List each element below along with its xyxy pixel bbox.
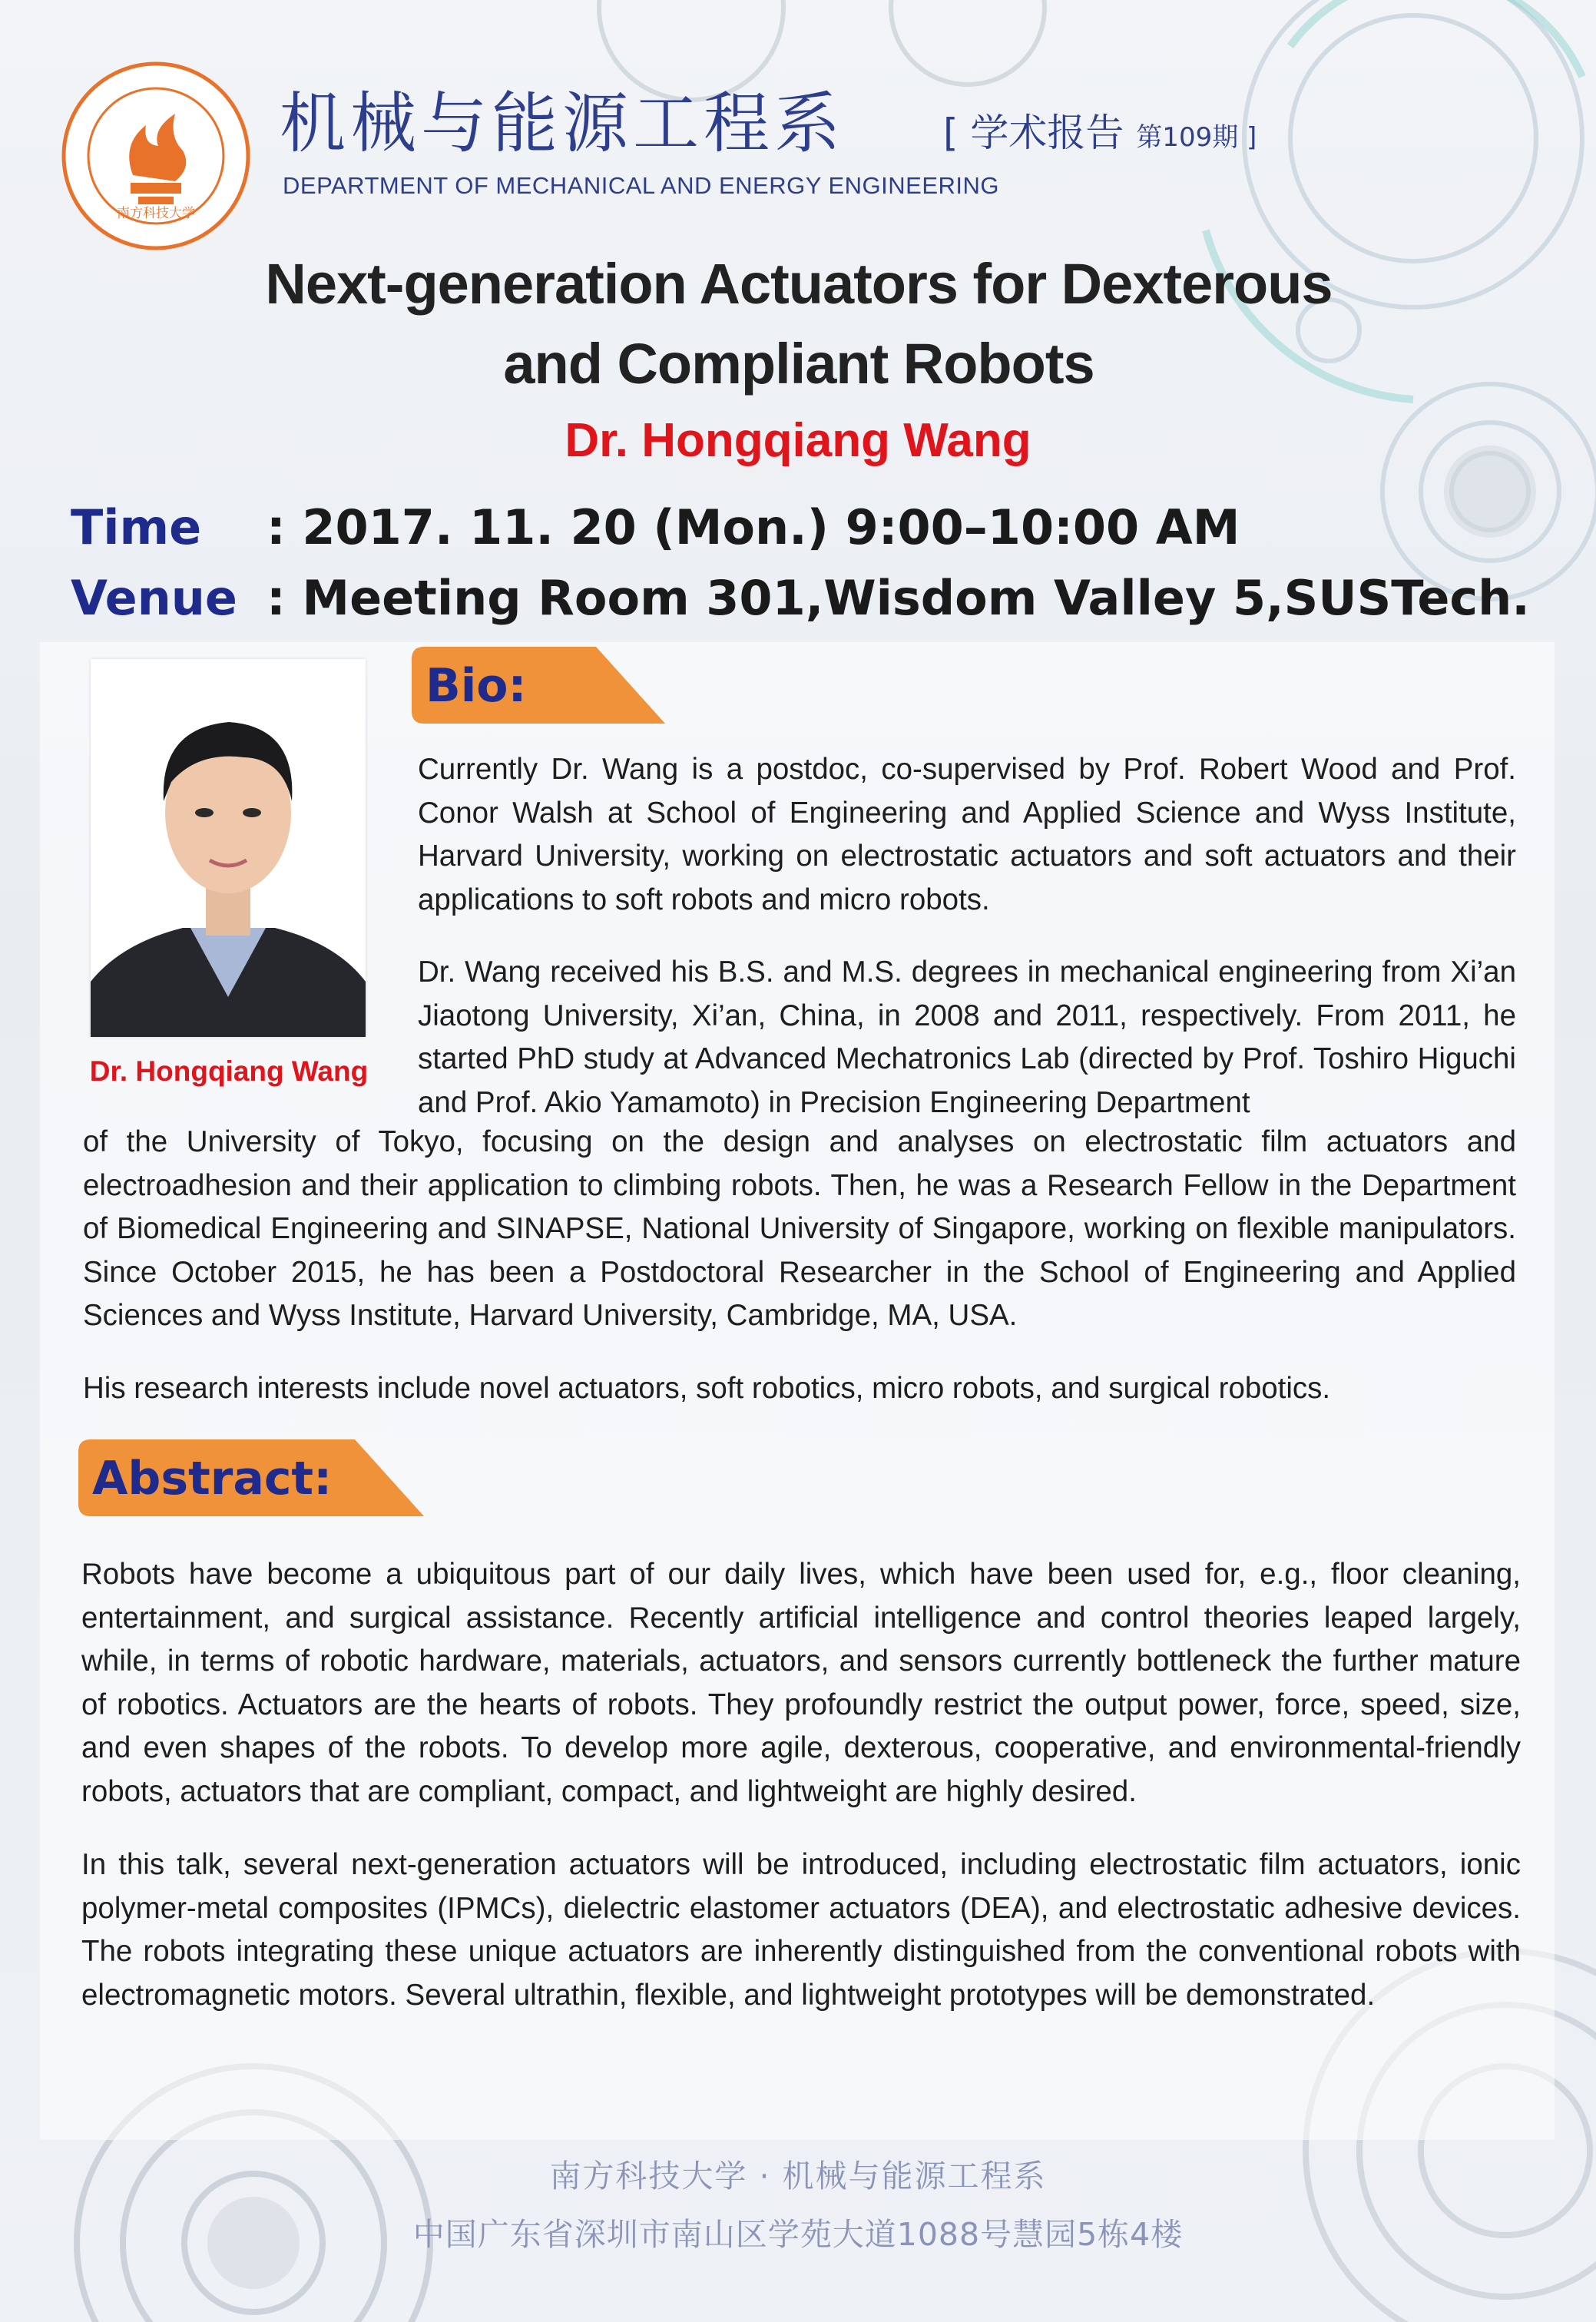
time-label: Time	[71, 499, 202, 555]
photo-caption: Dr. Hongqiang Wang	[89, 1055, 369, 1087]
talk-title	[77, 244, 1521, 404]
department-name-cn: 机械与能源工程系	[280, 85, 845, 162]
abstract-paragraph-2: In this talk, several next-generation actuators will be introduced, including electrostatic film actuators, ionic polymer-metal composites (IPMCs), dielectric elastomer actuators (DEA), and electrostatic adhesive devices. The robots integrating these unique actuators are inherently distinguished from the conventional robots with electromagnetic motors. Several ultrathin, flexible, and lightweight prototypes will be demonstrated.	[81, 1848, 1521, 2012]
logo-cn-text: 南方科技大学	[117, 206, 195, 221]
venue-label: Venue	[71, 570, 237, 626]
speaker-photo	[91, 659, 366, 1037]
footer-institution: 南方科技大学 · 机械与能源工程系	[549, 2158, 1047, 2194]
abstract-heading-label: Abstract:	[92, 1452, 333, 1505]
speaker-name: Dr. Hongqiang Wang	[565, 414, 1031, 467]
university-logo	[60, 60, 252, 252]
issue-number: 第109期 ]	[1136, 122, 1257, 153]
bio-heading	[412, 647, 665, 733]
bio-paragraph-2-part-2: of the University of Tokyo, focusing on the design and analyses on electrostatic film actuators and electroadhesion and their application to climbing robots. Then, he was a Research Fellow in the Department of Biomedical Engineering and SINAPSE, National University of Singapore, working on flexible manipulators. Since October 2015, he has been a Postdoctoral Researcher in the School of Engineering and Applied Sciences and Wyss Institute, Harvard University, Cambridge, MA, USA.	[83, 1125, 1516, 1332]
report-tag-label: [ 学术报告	[943, 111, 1124, 155]
bio-heading-label: Bio:	[425, 659, 527, 713]
time-value: : 2017. 11. 20 (Mon.) 9:00–10:00 AM	[267, 499, 1240, 555]
speaker-portrait-image	[91, 659, 366, 1037]
abstract-heading	[78, 1439, 424, 1525]
venue-value: : Meeting Room 301,Wisdom Valley 5,SUSTech.	[267, 570, 1530, 626]
report-tag	[943, 111, 1257, 155]
bio-paragraph-3: His research interests include novel actuators, soft robotics, micro robots, and surgical robotics.	[83, 1372, 1331, 1405]
bio-paragraph-1: Currently Dr. Wang is a postdoc, co-supervised by Prof. Robert Wood and Prof. Conor Walsh at School of Engineering and Applied Science and Wyss Institute, Harvard University, working on electrostatic actuators and soft actuators and their applications to soft robots and micro robots.	[418, 753, 1516, 916]
bio-paragraph-2-part-1: Dr. Wang received his B.S. and M.S. degrees in mechanical engineering from Xi’an Jiaotong University, Xi’an, China, in 2008 and 2011, respectively. From 2011, he started PhD study at Advanced Mechatronics Lab (directed by Prof. Toshiro Higuchi and Prof. Akio Yamamoto) in Precision Engineering Department	[418, 956, 1516, 1119]
time-row	[71, 499, 1240, 555]
talk-title-line-1: Next-generation Actuators for Dexterous	[265, 252, 1333, 316]
talk-title-line-2: and Compliant Robots	[503, 332, 1094, 396]
venue-row	[71, 570, 1530, 626]
department-name-en: DEPARTMENT OF MECHANICAL AND ENERGY ENGINEERING	[283, 172, 999, 199]
abstract-paragraph-1: Robots have become a ubiquitous part of our daily lives, which have been used for, e.g., floor cleaning, entertainment, and surgical assistance. Recently artificial intelligence and control theories leaped largely, while, in terms of robotic hardware, materials, actuators, and sensors currently bottleneck the further mature of robotics. Actuators are the hearts of robots. They profoundly restrict the output power, force, speed, size, and even shapes of the robots. To develop more agile, dexterous, cooperative, and environmental-friendly robots, actuators that are compliant, compact, and lightweight are highly desired.	[81, 1558, 1521, 1808]
footer-address: 中国广东省深圳市南山区学苑大道1088号慧园5栋4楼	[412, 2216, 1184, 2253]
